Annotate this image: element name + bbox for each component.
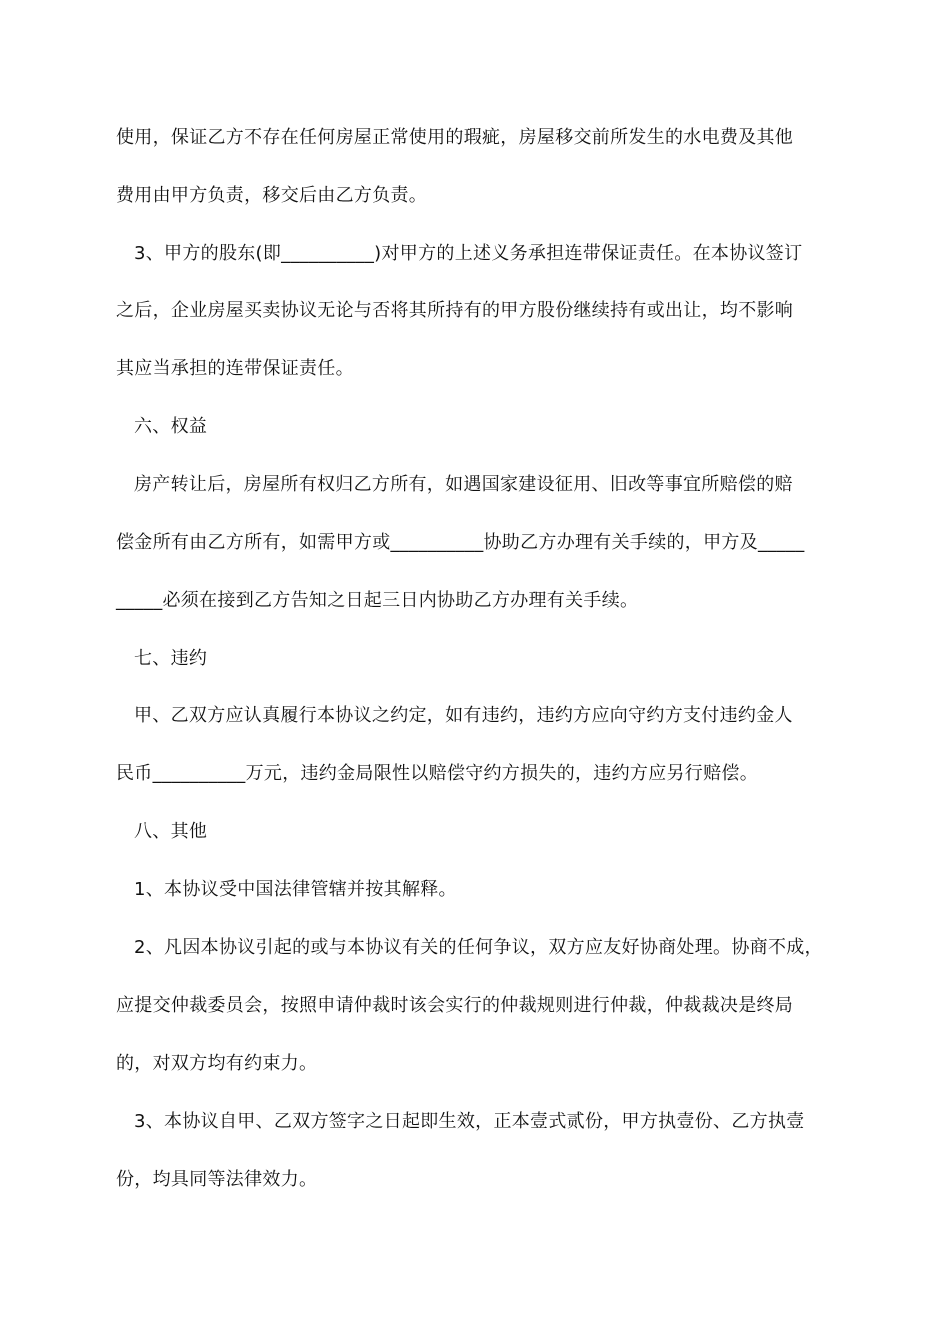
section-heading: 六、权益 bbox=[134, 416, 208, 437]
paragraph-line: 之后，企业房屋买卖协议无论与否将其所持有的甲方股份继续持有或出让，均不影响 bbox=[116, 300, 794, 321]
section-heading: 七、违约 bbox=[134, 648, 208, 669]
paragraph-line: 偿金所有由乙方所有，如需甲方或__________协助乙方办理有关手续的，甲方及_____ bbox=[116, 532, 805, 553]
paragraph-line: 费用由甲方负责，移交后由乙方负责。 bbox=[116, 185, 428, 206]
paragraph-line: 房产转让后，房屋所有权归乙方所有，如遇国家建设征用、旧改等事宜所赔偿的赔 bbox=[134, 474, 793, 495]
paragraph-line: 份，均具同等法律效力。 bbox=[116, 1169, 318, 1190]
paragraph-line: 其应当承担的连带保证责任。 bbox=[116, 358, 354, 379]
paragraph-line: 甲、乙双方应认真履行本协议之约定，如有违约，违约方应向守约方支付违约金人 bbox=[134, 705, 793, 726]
paragraph-line: _____必须在接到乙方告知之日起三日内协助乙方办理有关手续。 bbox=[116, 590, 639, 611]
paragraph-line: 应提交仲裁委员会，按照申请仲裁时该会实行的仲裁规则进行仲裁，仲裁裁决是终局 bbox=[116, 995, 794, 1016]
paragraph-line: 的，对双方均有约束力。 bbox=[116, 1053, 318, 1074]
paragraph-line: 2、凡因本协议引起的或与本协议有关的任何争议，双方应友好协商处理。协商不成， bbox=[134, 937, 823, 958]
paragraph-line: 3、甲方的股东(即__________)对甲方的上述义务承担连带保证责任。在本协议签订 bbox=[134, 243, 803, 264]
paragraph-line: 民币__________万元，违约金局限性以赔偿守约方损失的，违约方应另行赔偿。 bbox=[116, 763, 758, 784]
section-heading: 八、其他 bbox=[134, 821, 208, 842]
paragraph-line: 使用，保证乙方不存在任何房屋正常使用的瑕疵，房屋移交前所发生的水电费及其他 bbox=[116, 127, 794, 148]
paragraph-line: 3、本协议自甲、乙双方签字之日起即生效，正本壹式贰份，甲方执壹份、乙方执壹 bbox=[134, 1111, 805, 1132]
paragraph-line: 1、本协议受中国法律管辖并按其解释。 bbox=[134, 879, 457, 900]
